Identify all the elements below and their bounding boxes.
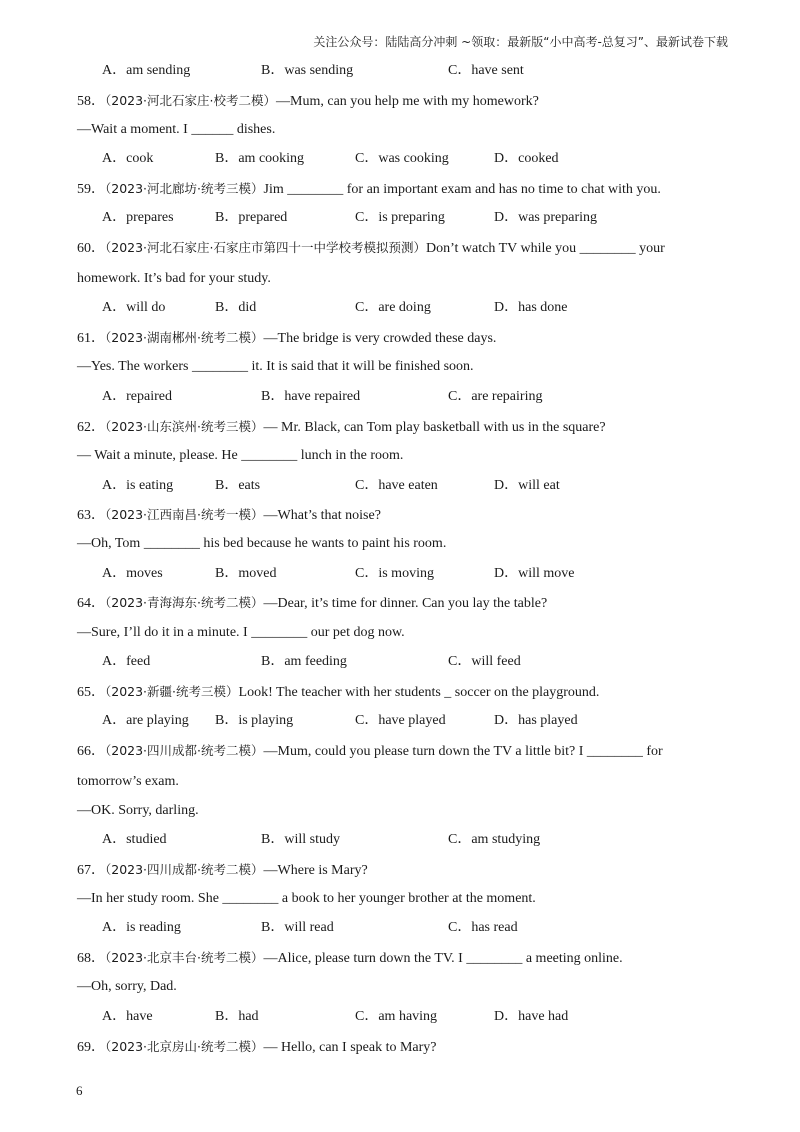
- question-source: （2023·河北石家庄·校考二模）: [105, 93, 277, 108]
- question-source: （2023·北京丰台·统考二模）: [105, 950, 264, 965]
- question-text: —Sure, I’ll do it in a minute. I ________ our pet dog now.: [77, 625, 405, 640]
- q67-option-a: A．is reading: [102, 920, 181, 935]
- question-text: —Oh, Tom ________ his bed because he wants to paint his room.: [77, 536, 447, 551]
- question-text: —Oh, sorry, Dad.: [77, 979, 177, 994]
- question-text: — Mr. Black, can Tom play basketball with us in the square?: [263, 420, 606, 435]
- question-number: 59．: [77, 182, 105, 197]
- q58-option-d: D．cooked: [494, 151, 559, 166]
- question-source: （2023·江西南昌·统考一模）: [105, 507, 264, 522]
- q67-option-c: C．has read: [448, 920, 518, 935]
- question-number: 69．: [77, 1040, 105, 1055]
- q63-option-d: D．will move: [494, 566, 575, 581]
- q65-option-d: D．has played: [494, 713, 578, 728]
- question-number: 65．: [77, 685, 105, 700]
- question-source: （2023·新疆·统考三模）: [105, 684, 239, 699]
- question-number: 67．: [77, 863, 105, 878]
- question-number: 58．: [77, 94, 105, 109]
- q68-option-b: B．had: [215, 1009, 259, 1024]
- question-number: 62．: [77, 420, 105, 435]
- q68-option-d: D．have had: [494, 1009, 569, 1024]
- question-69: [77, 1038, 437, 1057]
- q59-option-a: A．prepares: [102, 210, 174, 225]
- question-text: —Mum, can you help me with my homework?: [276, 94, 539, 109]
- question-source: （2023·四川成都·统考二模）: [105, 743, 264, 758]
- question-text: —What’s that noise?: [263, 508, 381, 523]
- question-58: [77, 92, 539, 111]
- question-62: [77, 418, 606, 437]
- question-text: —Yes. The workers ________ it. It is said that it will be finished soon.: [77, 359, 474, 374]
- question-text: Don’t watch TV while you ________ your: [426, 241, 665, 256]
- question-59: [77, 180, 661, 199]
- question-source: （2023·山东滨州·统考三模）: [105, 419, 264, 434]
- question-number: 63．: [77, 508, 105, 523]
- question-text: tomorrow’s exam.: [77, 774, 179, 789]
- question-66: [77, 742, 663, 761]
- question-text: —In her study room. She ________ a book to her younger brother at the moment.: [77, 891, 536, 906]
- question-text: —Where is Mary?: [263, 863, 368, 878]
- question-source: （2023·湖南郴州·统考二模）: [105, 330, 264, 345]
- q61-option-b: B．have repaired: [261, 389, 361, 404]
- q58-option-a: A．cook: [102, 151, 154, 166]
- q65-option-c: C．have played: [355, 713, 446, 728]
- question-source: （2023·青海海东·统考二模）: [105, 595, 264, 610]
- q58-option-c: C．was cooking: [355, 151, 449, 166]
- q61-option-c: C．are repairing: [448, 389, 543, 404]
- q60-option-d: D．has done: [494, 300, 568, 315]
- question-number: 61．: [77, 331, 105, 346]
- q62-option-c: C．have eaten: [355, 478, 438, 493]
- q62-option-b: B．eats: [215, 478, 261, 493]
- q65-option-a: A．are playing: [102, 713, 189, 728]
- q64-option-c: C．will feed: [448, 654, 521, 669]
- question-64: [77, 594, 547, 613]
- question-text: —Alice, please turn down the TV. I ________ a meeting online.: [263, 951, 623, 966]
- q68-option-c: C．am having: [355, 1009, 438, 1024]
- question-number: 64．: [77, 596, 105, 611]
- question-text: — Wait a minute, please. He ________ lunch in the room.: [77, 448, 404, 463]
- page-number: 6: [76, 1083, 83, 1098]
- q57-option-b: B．was sending: [261, 63, 354, 78]
- q66-option-c: C．am studying: [448, 832, 541, 847]
- q66-option-b: B．will study: [261, 832, 340, 847]
- q58-option-b: B．am cooking: [215, 151, 305, 166]
- question-source: （2023·河北廊坊·统考三模）: [105, 181, 264, 196]
- q60-option-c: C．are doing: [355, 300, 431, 315]
- q59-option-d: D．was preparing: [494, 210, 598, 225]
- question-65: [77, 683, 599, 702]
- question-number: 66．: [77, 744, 105, 759]
- q63-option-b: B．moved: [215, 566, 277, 581]
- q64-option-b: B．am feeding: [261, 654, 347, 669]
- question-text: —The bridge is very crowded these days.: [263, 331, 497, 346]
- question-63: [77, 506, 381, 525]
- q57-option-c: C．have sent: [448, 63, 524, 78]
- question-text: —Dear, it’s time for dinner. Can you lay the table?: [263, 596, 548, 611]
- question-text: —Wait a moment. I ______ dishes.: [77, 122, 276, 137]
- question-68: [77, 949, 623, 968]
- page-header: 关注公众号：陆陆高分冲刺 ~领取：最新版“小中高考-总复习”、最新试卷下载: [313, 35, 728, 49]
- q68-option-a: A．have: [102, 1009, 153, 1024]
- q63-option-a: A．moves: [102, 566, 163, 581]
- question-source: （2023·河北石家庄·石家庄市第四十一中学校考模拟预测）: [105, 240, 427, 255]
- question-text: homework. It’s bad for your study.: [77, 271, 271, 286]
- q62-option-d: D．will eat: [494, 478, 560, 493]
- question-source: （2023·北京房山·统考二模）: [105, 1039, 264, 1054]
- question-source: （2023·四川成都·统考二模）: [105, 862, 264, 877]
- question-60: [77, 239, 665, 258]
- q65-option-b: B．is playing: [215, 713, 294, 728]
- question-text: — Hello, can I speak to Mary?: [263, 1040, 437, 1055]
- q66-option-a: A．studied: [102, 832, 167, 847]
- question-number: 68．: [77, 951, 105, 966]
- q61-option-a: A．repaired: [102, 389, 172, 404]
- q64-option-a: A．feed: [102, 654, 151, 669]
- question-text: Look! The teacher with her students _ soccer on the playground.: [238, 685, 600, 700]
- question-number: 60．: [77, 241, 105, 256]
- q59-option-c: C．is preparing: [355, 210, 445, 225]
- q60-option-b: B．did: [215, 300, 257, 315]
- q67-option-b: B．will read: [261, 920, 334, 935]
- question-text: Jim ________ for an important exam and has no time to chat with you.: [263, 182, 661, 197]
- q59-option-b: B．prepared: [215, 210, 288, 225]
- question-text: —OK. Sorry, darling.: [77, 803, 199, 818]
- question-67: [77, 861, 368, 880]
- q60-option-a: A．will do: [102, 300, 166, 315]
- q62-option-a: A．is eating: [102, 478, 174, 493]
- q63-option-c: C．is moving: [355, 566, 434, 581]
- q57-option-a: A．am sending: [102, 63, 191, 78]
- question-text: —Mum, could you please turn down the TV a little bit? I ________ for: [263, 744, 663, 759]
- question-61: [77, 329, 496, 348]
